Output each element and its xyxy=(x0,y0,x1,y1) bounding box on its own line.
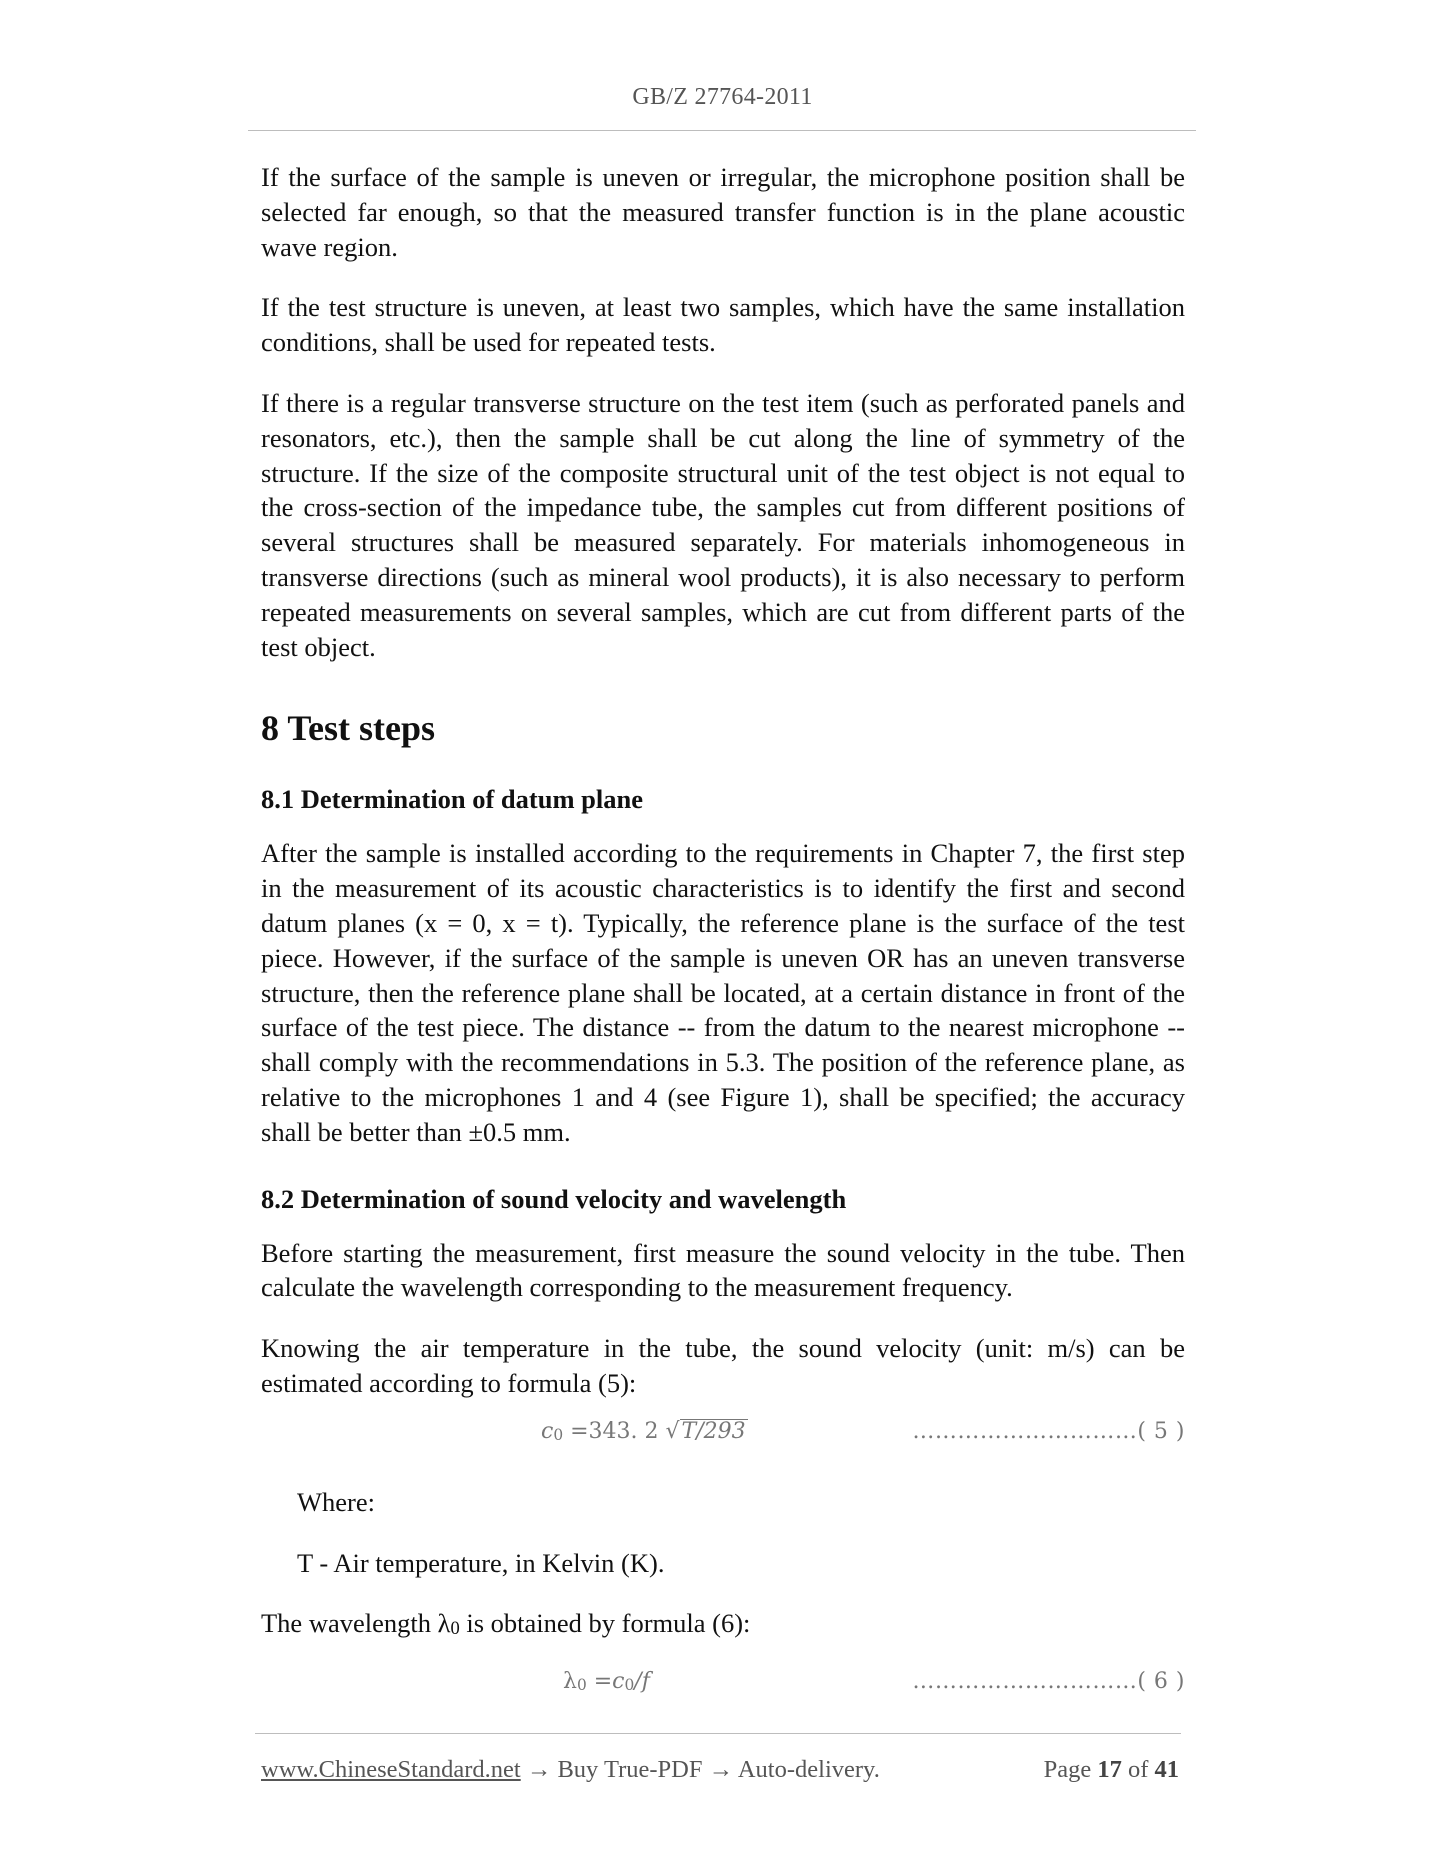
footer-divider xyxy=(255,1733,1181,1734)
formula-6-number: …………………………( 6 ) xyxy=(912,1669,1185,1695)
page-number: Page 17 of 41 xyxy=(1043,1756,1179,1783)
paragraph-wavelength: The wavelength λ0 is obtained by formula (6): xyxy=(261,1608,751,1640)
formula-5-expression: c0 =343. 2 √T/293 xyxy=(541,1418,746,1444)
total-pages: 41 xyxy=(1154,1756,1179,1783)
paragraph-uneven-structure: If the test structure is uneven, at least two samples, which have the same installation conditions, shall be used for repeated tests. xyxy=(261,292,1185,358)
footer-purchase-note: www.ChineseStandard.net → Buy True-PDF → Auto-delivery. xyxy=(261,1756,880,1783)
sqrt-radicand: T/293 xyxy=(681,1418,746,1444)
formula-6 xyxy=(261,1669,1185,1707)
current-page: 17 xyxy=(1097,1756,1122,1783)
paragraph-transverse-structure: If there is a regular transverse structure on the test item (such as perforated panels and resonators, etc.), then the sample shall be cut along the line of symmetry of the structure. If the size of the composite structural unit of the test object is not equal to the cross-section of the impedance tube, the samples cut from different positions of several structures shall be measured separately. For materials inhomogeneous in transverse directions (such as mineral wool products), it is also necessary to perform repeated measurements on several samples, which are cut from different parts of the test object. xyxy=(261,387,1185,662)
where-label: Where: xyxy=(297,1486,375,1517)
where-t-definition: T - Air temperature, in Kelvin (K). xyxy=(297,1547,665,1578)
paragraph-air-temperature: Knowing the air temperature in the tube, the sound velocity (unit: m/s) can be estimated according to formula (5): xyxy=(261,1333,1185,1398)
chinesestandard-link[interactable]: www.ChineseStandard.net xyxy=(261,1756,521,1783)
formula-6-expression: λ0 =c0/f xyxy=(563,1669,650,1695)
sqrt-symbol: √ xyxy=(658,1418,680,1444)
section-heading-8-2: 8.2 Determination of sound velocity and wavelength xyxy=(261,1183,847,1214)
formula-5 xyxy=(261,1419,1185,1457)
page-content xyxy=(261,160,1185,1735)
paragraph-datum-plane: After the sample is installed according to the requirements in Chapter 7, the first step in the measurement of its acoustic characteristics is to identify the first and second datum planes (x = 0, x = t). Typically, the reference plane is the surface of the test piece. However, if the surface of the sample is uneven OR has an uneven transverse structure, then the reference plane shall be located, at a certain distance in front of the surface of the test piece. The distance -- from the datum to the nearest microphone -- shall comply with the recommendations in 5.3. The position of the reference plane, as relative to the microphones 1 and 4 (see Figure 1), shall be specified; the accuracy shall be better than ±0.5 mm. xyxy=(261,838,1185,1147)
paragraph-measure-velocity: Before starting the measurement, first measure the sound velocity in the tube. Then calculate the wavelength corresponding to the measurement frequency. xyxy=(261,1237,1185,1303)
formula-5-number: …………………………( 5 ) xyxy=(912,1418,1185,1444)
header-divider xyxy=(248,130,1196,131)
header-standard-number: GB/Z 27764-2011 xyxy=(632,84,813,110)
paragraph-uneven-surface: If the surface of the sample is uneven or irregular, the microphone position shall be selected far enough, so that the measured transfer function is in the plane acoustic wave region. xyxy=(261,162,1185,262)
chapter-heading: 8 Test steps xyxy=(261,708,436,749)
section-heading-8-1: 8.1 Determination of datum plane xyxy=(261,784,644,815)
